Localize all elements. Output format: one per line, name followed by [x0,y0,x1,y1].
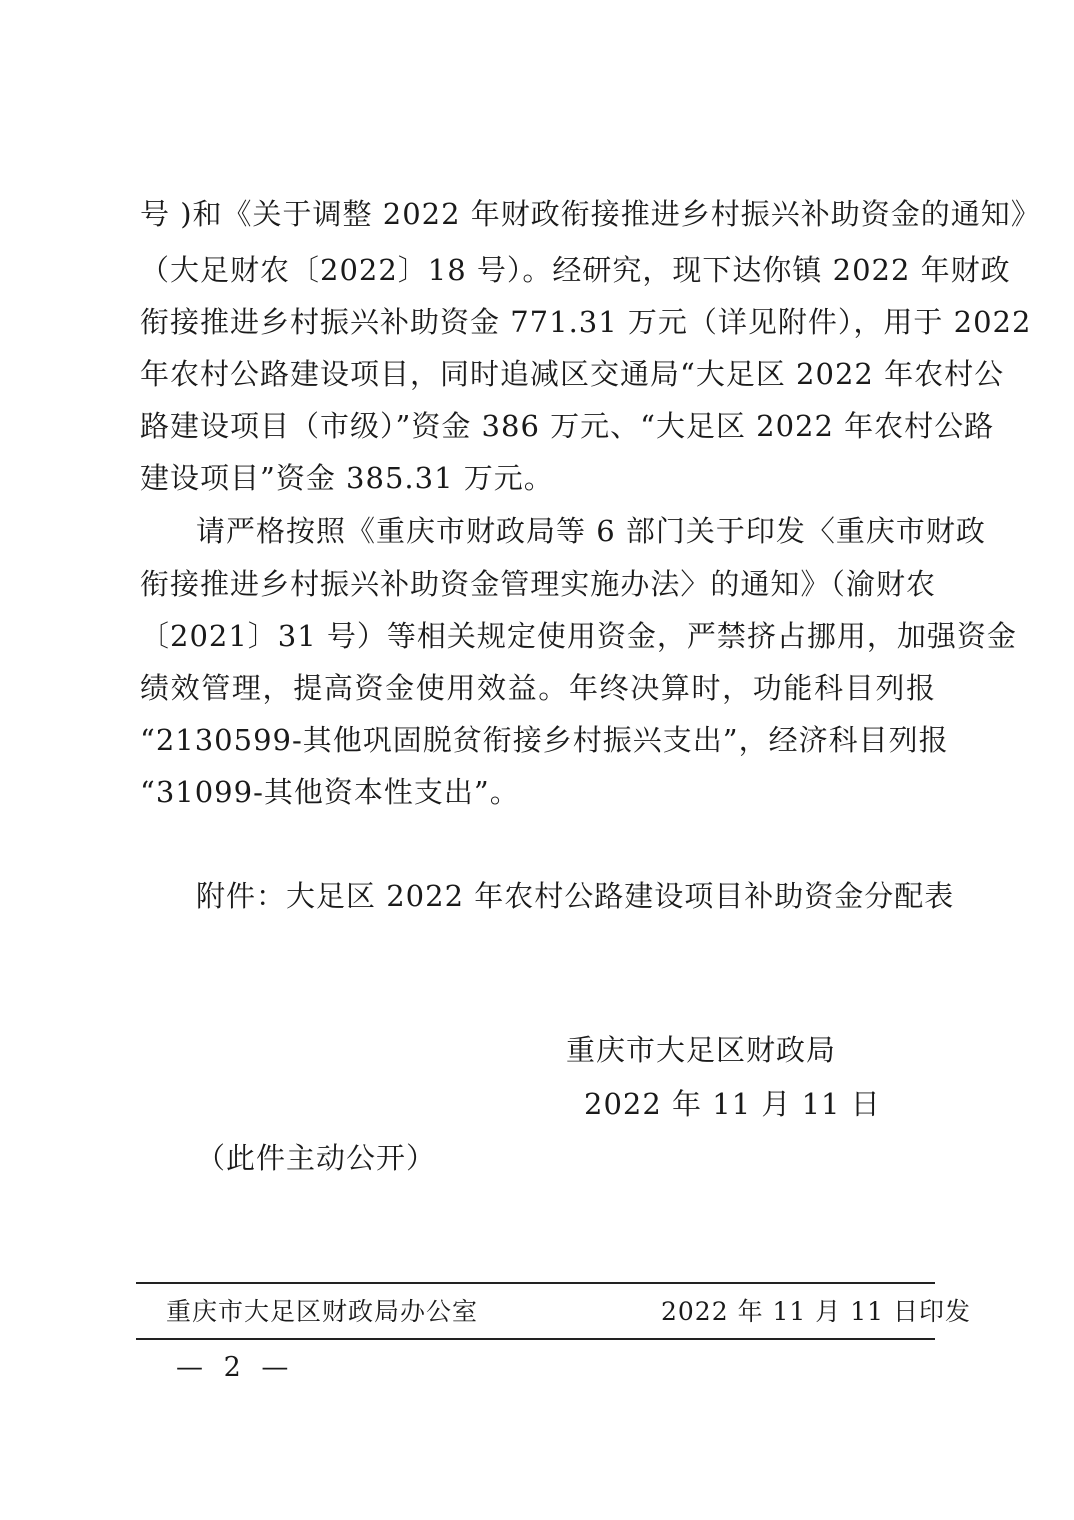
footer-top-rule [136,1282,935,1284]
body-line: 年农村公路建设项目，同时追减区交通局“大足区 2022 年农村公 [140,357,1005,391]
signature-org: 重庆市大足区财政局 [566,1033,837,1067]
body-line: 衔接推进乡村振兴补助资金 771.31 万元（详见附件），用于 2022 [140,305,1032,339]
page-number: — 2 — [176,1352,295,1383]
body-line: （大足财农〔2022〕18 号）。经研究，现下达你镇 2022 年财政 [140,253,1011,287]
body-line: “2130599-其他巩固脱贫衔接乡村振兴支出”，经济科目列报 [140,723,949,757]
signature-date: 2022 年 11 月 11 日 [584,1087,881,1121]
footer-bottom-rule [136,1338,935,1340]
body-line: 建设项目”资金 385.31 万元。 [140,461,554,495]
footer-issued-date: 2022 年 11 月 11 日印发 [661,1297,971,1326]
disclosure-note: （此件主动公开） [196,1141,437,1175]
body-line: 请严格按照《重庆市财政局等 6 部门关于印发〈重庆市财政 [196,514,986,548]
body-line: 绩效管理，提高资金使用效益。年终决算时，功能科目列报 [140,671,936,705]
body-line: 路建设项目（市级）”资金 386 万元、“大足区 2022 年农村公路 [140,409,995,443]
body-line: 〔2021〕31 号）等相关规定使用资金，严禁挤占挪用，加强资金 [140,619,1017,653]
body-line: 衔接推进乡村振兴补助资金管理实施办法〉的通知》（渝财农 [140,567,936,601]
attachment-note: 附件：大足区 2022 年农村公路建设项目补助资金分配表 [196,879,955,913]
footer-office: 重庆市大足区财政局办公室 [166,1297,479,1326]
body-line: “31099-其他资本性支出”。 [140,775,520,809]
body-line: 号 )和《关于调整 2022 年财政衔接推进乡村振兴补助资金的通知》 [140,197,1041,231]
